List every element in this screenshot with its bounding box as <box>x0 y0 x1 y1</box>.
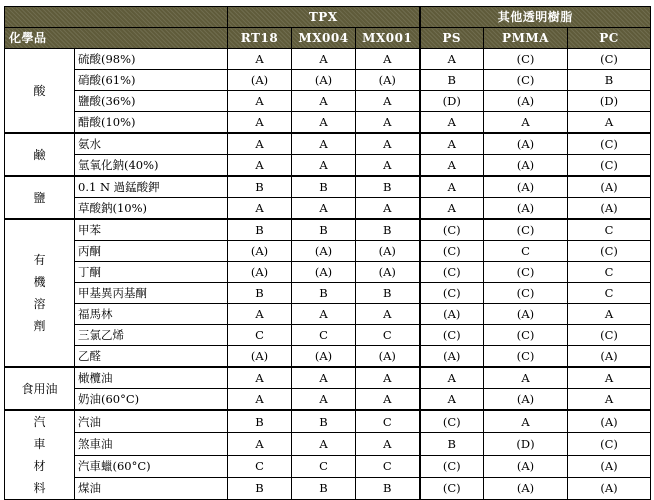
column-header-mx001: MX001 <box>356 28 420 49</box>
column-header-pmma: PMMA <box>484 28 568 49</box>
header-group-tpx: TPX <box>228 7 420 28</box>
rating-cell: B <box>420 433 484 455</box>
rating-cell: A <box>568 367 651 389</box>
rating-cell: (A) <box>356 262 420 283</box>
rating-cell: C <box>228 455 292 477</box>
rating-cell: (A) <box>292 346 356 368</box>
table-row <box>5 155 651 177</box>
rating-cell: (C) <box>484 262 568 283</box>
chemical-name-cell: 奶油(60°C) <box>75 389 228 411</box>
rating-cell: (C) <box>568 241 651 262</box>
column-header-ps: PS <box>420 28 484 49</box>
rating-cell: B <box>292 219 356 241</box>
table-row <box>5 262 651 283</box>
table-row <box>5 433 651 455</box>
rating-cell: (A) <box>356 346 420 368</box>
rating-cell: A <box>420 176 484 198</box>
rating-cell: (A) <box>420 304 484 325</box>
table-row <box>5 91 651 112</box>
rating-cell: B <box>228 410 292 433</box>
rating-cell: (D) <box>568 91 651 112</box>
rating-cell: (A) <box>228 262 292 283</box>
rating-cell: A <box>568 389 651 411</box>
chemical-name-cell: 乙醛 <box>75 346 228 368</box>
chemical-name-cell: 醋酸(10%) <box>75 112 228 134</box>
chemical-name-cell: 甲苯 <box>75 219 228 241</box>
rating-cell: A <box>356 155 420 177</box>
rating-cell: B <box>292 283 356 304</box>
category-cell: 汽 車 材 料 <box>5 410 75 500</box>
rating-cell: (C) <box>484 325 568 346</box>
rating-cell: B <box>356 477 420 499</box>
rating-cell: (A) <box>292 262 356 283</box>
rating-cell: C <box>568 262 651 283</box>
rating-cell: A <box>292 49 356 70</box>
table-row <box>5 70 651 91</box>
rating-cell: B <box>356 176 420 198</box>
rating-cell: A <box>292 389 356 411</box>
chemical-name-cell: 氫氧化鈉(40%) <box>75 155 228 177</box>
rating-cell: (C) <box>568 325 651 346</box>
table-row <box>5 367 651 389</box>
rating-cell: (C) <box>420 410 484 433</box>
column-header-rt18: RT18 <box>228 28 292 49</box>
rating-cell: A <box>420 367 484 389</box>
rating-cell: C <box>292 325 356 346</box>
rating-cell: (C) <box>420 477 484 499</box>
chemical-name-cell: 氨水 <box>75 133 228 155</box>
rating-cell: (C) <box>568 133 651 155</box>
rating-cell: B <box>228 477 292 499</box>
rating-cell: A <box>420 198 484 220</box>
rating-cell: A <box>228 133 292 155</box>
chemical-name-cell: 0.1 N 過錳酸鉀 <box>75 176 228 198</box>
rating-cell: A <box>228 389 292 411</box>
category-cell: 鹼 <box>5 133 75 176</box>
rating-cell: (A) <box>484 198 568 220</box>
table-row <box>5 241 651 262</box>
rating-cell: (C) <box>420 262 484 283</box>
rating-cell: A <box>568 304 651 325</box>
rating-cell: A <box>228 112 292 134</box>
rating-cell: A <box>292 433 356 455</box>
column-header-pc: PC <box>568 28 651 49</box>
rating-cell: A <box>356 367 420 389</box>
rating-cell: A <box>420 112 484 134</box>
rating-cell: A <box>356 49 420 70</box>
rating-cell: A <box>292 198 356 220</box>
rating-cell: (C) <box>484 283 568 304</box>
rating-cell: (A) <box>484 455 568 477</box>
table-row <box>5 133 651 155</box>
table-row <box>5 176 651 198</box>
chemical-name-cell: 橄欖油 <box>75 367 228 389</box>
rating-cell: A <box>292 112 356 134</box>
chemical-resistance-table <box>4 6 651 500</box>
chemical-name-cell: 甲基異丙基酮 <box>75 283 228 304</box>
rating-cell: (A) <box>568 477 651 499</box>
table-row <box>5 455 651 477</box>
rating-cell: (A) <box>292 241 356 262</box>
rating-cell: A <box>228 198 292 220</box>
rating-cell: (C) <box>484 219 568 241</box>
chemical-name-cell: 煞車油 <box>75 433 228 455</box>
table-row <box>5 477 651 499</box>
rating-cell: (C) <box>568 49 651 70</box>
table-row <box>5 198 651 220</box>
rating-cell: A <box>228 304 292 325</box>
rating-cell: A <box>228 155 292 177</box>
rating-cell: (A) <box>356 70 420 91</box>
table-row <box>5 283 651 304</box>
chemical-name-cell: 汽油 <box>75 410 228 433</box>
rating-cell: A <box>356 304 420 325</box>
rating-cell: A <box>292 133 356 155</box>
chemical-name-cell: 鹽酸(36%) <box>75 91 228 112</box>
rating-cell: (A) <box>568 346 651 368</box>
rating-cell: C <box>356 455 420 477</box>
rating-cell: C <box>568 283 651 304</box>
rating-cell: B <box>292 410 356 433</box>
rating-cell: B <box>292 176 356 198</box>
chemical-name-cell: 丁酮 <box>75 262 228 283</box>
table-row <box>5 112 651 134</box>
table-body <box>5 49 651 500</box>
chemical-name-cell: 丙酮 <box>75 241 228 262</box>
rating-cell: (A) <box>568 455 651 477</box>
rating-cell: A <box>420 49 484 70</box>
rating-cell: A <box>292 155 356 177</box>
chemical-name-cell: 草酸鈉(10%) <box>75 198 228 220</box>
rating-cell: (C) <box>420 455 484 477</box>
rating-cell: (C) <box>484 70 568 91</box>
rating-cell: A <box>484 112 568 134</box>
rating-cell: (C) <box>484 49 568 70</box>
rating-cell: C <box>484 241 568 262</box>
rating-cell: A <box>292 91 356 112</box>
category-cell: 食用油 <box>5 367 75 410</box>
rating-cell: (A) <box>228 70 292 91</box>
rating-cell: (C) <box>420 283 484 304</box>
table-row <box>5 219 651 241</box>
header-group-other-resins: 其他透明樹脂 <box>420 7 651 28</box>
rating-cell: A <box>484 367 568 389</box>
rating-cell: A <box>568 112 651 134</box>
rating-cell: A <box>356 389 420 411</box>
rating-cell: (A) <box>228 241 292 262</box>
rating-cell: (C) <box>420 325 484 346</box>
table-row <box>5 304 651 325</box>
rating-cell: (C) <box>568 433 651 455</box>
rating-cell: A <box>420 133 484 155</box>
rating-cell: (D) <box>420 91 484 112</box>
header-blank-cell <box>5 7 228 28</box>
chemical-name-cell: 三氯乙烯 <box>75 325 228 346</box>
header-row-columns <box>5 28 651 49</box>
rating-cell: A <box>420 389 484 411</box>
rating-cell: A <box>228 49 292 70</box>
rating-cell: C <box>356 410 420 433</box>
rating-cell: (C) <box>484 346 568 368</box>
chemical-name-cell: 煤油 <box>75 477 228 499</box>
rating-cell: (A) <box>484 176 568 198</box>
rating-cell: (A) <box>568 198 651 220</box>
table-row <box>5 346 651 368</box>
rating-cell: (A) <box>420 346 484 368</box>
rating-cell: (A) <box>484 155 568 177</box>
rating-cell: (A) <box>484 304 568 325</box>
rating-cell: A <box>356 133 420 155</box>
rating-cell: C <box>228 325 292 346</box>
rating-cell: (A) <box>484 389 568 411</box>
rating-cell: (A) <box>484 133 568 155</box>
chemical-resistance-table-wrapper <box>4 6 651 500</box>
category-cell: 酸 <box>5 49 75 134</box>
rating-cell: B <box>228 283 292 304</box>
rating-cell: (C) <box>420 241 484 262</box>
rating-cell: B <box>228 219 292 241</box>
rating-cell: A <box>228 367 292 389</box>
rating-cell: B <box>568 70 651 91</box>
rating-cell: (C) <box>568 155 651 177</box>
rating-cell: (A) <box>292 70 356 91</box>
table-row <box>5 325 651 346</box>
rating-cell: A <box>356 198 420 220</box>
rating-cell: (A) <box>356 241 420 262</box>
rating-cell: (A) <box>568 410 651 433</box>
rating-cell: A <box>228 433 292 455</box>
table-row <box>5 410 651 433</box>
rating-cell: (A) <box>484 477 568 499</box>
rating-cell: A <box>356 433 420 455</box>
rating-cell: B <box>420 70 484 91</box>
chemical-name-cell: 硫酸(98%) <box>75 49 228 70</box>
table-row <box>5 49 651 70</box>
rating-cell: (A) <box>228 346 292 368</box>
rating-cell: C <box>292 455 356 477</box>
category-cell: 有 機 溶 劑 <box>5 219 75 367</box>
chemical-name-cell: 硝酸(61%) <box>75 70 228 91</box>
rating-cell: A <box>356 112 420 134</box>
rating-cell: B <box>292 477 356 499</box>
category-cell: 鹽 <box>5 176 75 219</box>
header-chemicals: 化學品 <box>5 28 228 49</box>
rating-cell: A <box>292 367 356 389</box>
rating-cell: (D) <box>484 433 568 455</box>
chemical-name-cell: 福馬林 <box>75 304 228 325</box>
rating-cell: (C) <box>420 219 484 241</box>
column-header-mx004: MX004 <box>292 28 356 49</box>
rating-cell: A <box>420 155 484 177</box>
table-row <box>5 389 651 411</box>
rating-cell: B <box>356 283 420 304</box>
rating-cell: B <box>228 176 292 198</box>
rating-cell: C <box>356 325 420 346</box>
rating-cell: B <box>356 219 420 241</box>
rating-cell: (A) <box>484 91 568 112</box>
header-row-groups <box>5 7 651 28</box>
rating-cell: (A) <box>568 176 651 198</box>
rating-cell: C <box>568 219 651 241</box>
rating-cell: A <box>356 91 420 112</box>
rating-cell: A <box>292 304 356 325</box>
rating-cell: A <box>484 410 568 433</box>
chemical-name-cell: 汽車蠟(60°C) <box>75 455 228 477</box>
rating-cell: A <box>228 91 292 112</box>
